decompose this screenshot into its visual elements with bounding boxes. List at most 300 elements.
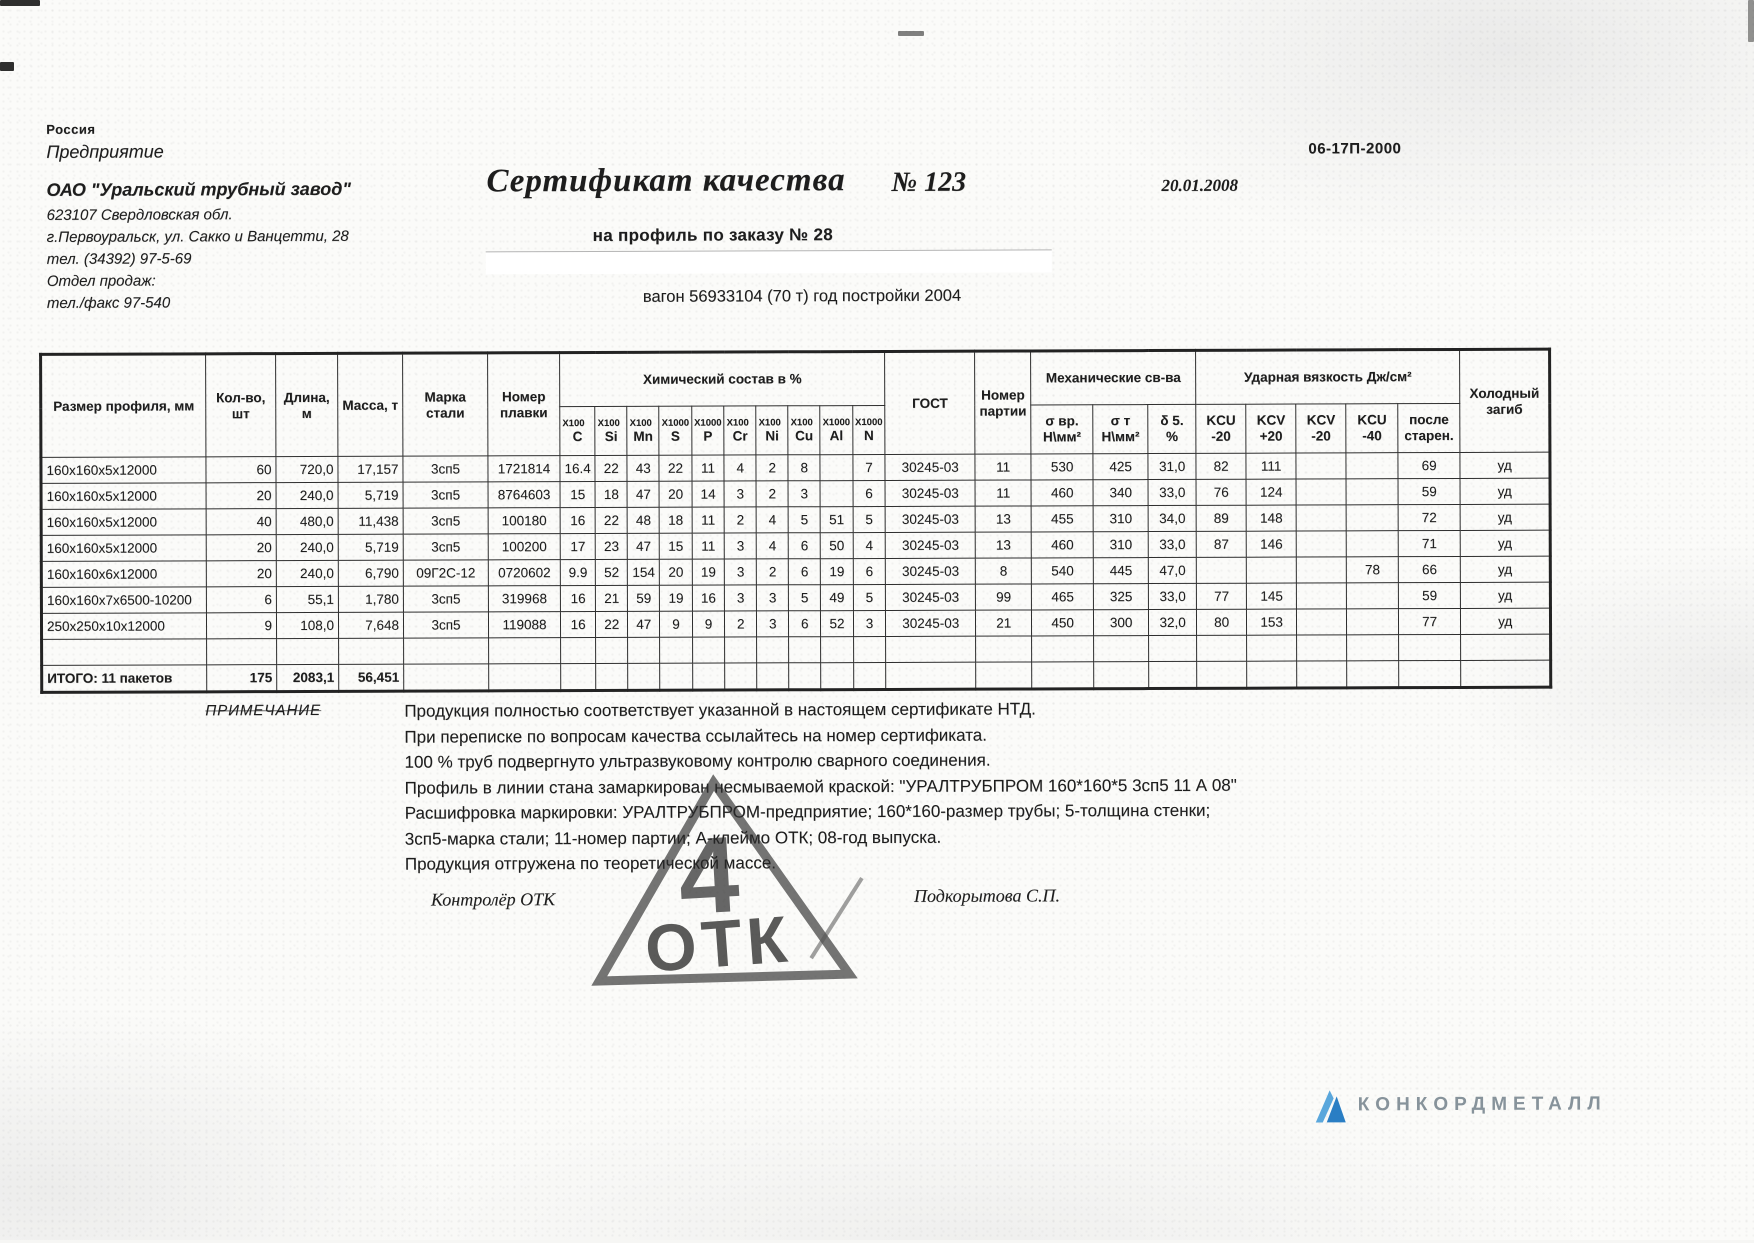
table-cell [1461,660,1551,687]
cell-impact: 148 [1246,505,1296,531]
cell-impact [1346,479,1398,505]
impact-col-header: KCU -20 [1196,404,1246,453]
company-address-region: 623107 Свердловская обл. [46,206,233,224]
cell-batch: 13 [975,506,1031,532]
signature-role: Контролёр ОТК [430,889,556,910]
cell-chem: 2 [756,455,788,481]
chem-col-header: X1000 S [659,406,692,455]
cell-steel-grade: 3сп5 [403,586,488,612]
table-cell [1297,661,1347,688]
table-cell [596,663,628,690]
cell-chem: 20 [659,481,692,507]
cell-mech: 34,0 [1148,505,1196,531]
table-cell [1247,635,1297,661]
cell-chem: 11 [692,533,725,559]
cell-chem [820,455,853,481]
cell-chem: 20 [660,559,693,585]
cell-impact: 145 [1247,583,1297,609]
cell-chem: 52 [596,559,628,585]
cell-melt-number: 100200 [488,534,560,560]
cell-mech: 33,0 [1148,531,1196,557]
col-header-chem: Химический состав в % [560,351,885,406]
impact-col-header: KCU -40 [1346,404,1398,453]
cell-chem: 4 [756,533,788,559]
cell-totals-length: 2083,1 [277,664,339,691]
cell-impact [1196,557,1246,583]
cell-mech: 47,0 [1148,557,1196,583]
cell-mech: 33,0 [1149,583,1197,609]
stamp-pen-mark [811,878,862,958]
cell-chem: 14 [692,481,725,507]
table-cell [660,637,693,663]
cell-totals-mass: 56,451 [339,664,404,691]
cell-batch: 11 [975,480,1031,506]
cell-gost: 30245-03 [886,558,976,584]
cell-chem: 19 [821,559,854,585]
cell-steel-grade: 09Г2С-12 [403,560,488,586]
cell-bend: уд [1461,582,1551,608]
cell-mech: 32,0 [1149,609,1197,635]
cell-batch: 11 [975,454,1031,480]
cell-chem: 2 [756,481,788,507]
cell-impact: 82 [1196,453,1246,479]
cell-chem: 6 [789,611,821,637]
cell-impact: 71 [1398,530,1460,556]
cell-chem: 22 [595,455,627,481]
note-line: Продукция отгружена по теоретической массе. [404,853,777,874]
chem-col-header: X1000 P [692,406,725,455]
cell-chem: 11 [692,455,725,481]
cell-profile-size: 160x160x6x12000 [41,561,206,588]
cell-chem: 22 [596,611,628,637]
cell-melt-number: 100180 [488,508,560,534]
cell-gost: 30245-03 [886,610,976,636]
table-cell [596,637,628,663]
cell-impact [1296,453,1346,479]
cell-impact: 66 [1398,556,1460,582]
cell-chem: 16 [560,507,595,533]
cell-chem: 15 [560,481,595,507]
chem-col-header: X100 Cu [788,406,820,455]
table-cell [489,664,561,691]
cell-chem: 19 [692,559,725,585]
cell-batch: 21 [976,610,1032,636]
cell-mech: 300 [1094,610,1149,636]
cell-chem: 154 [628,559,660,585]
cell-mech: 33,0 [1148,479,1196,505]
cell-melt-number: 1721814 [488,456,560,482]
company-country: Россия [46,121,96,137]
table-cell [1399,660,1461,687]
cell-chem: 16 [692,585,725,611]
table-cell [1347,635,1399,661]
cell-chem: 3 [724,533,756,559]
certificate-title: Сертификат качества [486,162,846,200]
table-cell [1197,661,1247,688]
cell-mass: 7,648 [338,612,403,638]
table-cell [404,664,489,691]
cell-bend: уд [1460,530,1550,556]
cell-chem: 3 [725,585,757,611]
cell-chem: 47 [627,533,659,559]
table-cell [404,638,489,664]
cell-mech: 425 [1093,454,1148,480]
cell-chem: 8 [788,455,820,481]
company-header [46,118,351,315]
cell-mech: 445 [1093,558,1148,584]
cell-chem: 50 [820,533,853,559]
table-cell [42,639,207,666]
cell-chem: 4 [756,507,788,533]
certificate-table [39,348,1552,694]
cell-batch: 8 [976,558,1032,584]
order-subtitle: на профиль по заказу № 28 [592,225,833,245]
cell-profile-size: 160x160x5x12000 [41,457,206,484]
note-line: При переписке по вопросам качества ссылайтесь на номер сертификата. [404,725,987,747]
cell-chem: 23 [595,533,627,559]
notes-block [404,695,1345,877]
note-line: 100 % труб подвергнуто ультразвуковому контролю сварного соединения. [404,750,991,772]
cell-impact: 146 [1246,531,1296,557]
cell-mass: 1,780 [338,586,403,612]
notes-label: ПРИМЕЧАНИЕ [205,701,322,720]
cell-steel-grade: 3сп5 [403,508,488,534]
cell-chem: 47 [627,481,659,507]
cell-mech: 450 [1032,610,1094,636]
cell-gost: 30245-03 [885,480,975,506]
chem-col-header: X100 C [560,406,595,455]
cell-impact: 111 [1246,453,1296,479]
col-header-gost: ГОСТ [885,351,975,454]
logo-triangle-icon [1314,1086,1348,1124]
cell-chem: 7 [853,454,886,480]
cell-chem: 3 [853,610,886,636]
impact-col-header: KCV -20 [1296,404,1346,453]
table-cell [628,637,660,663]
cell-chem: 49 [821,585,854,611]
cell-length: 480,0 [276,508,338,534]
table-row-totals [42,660,1551,692]
doc-date: 20.01.2008 [1161,175,1239,196]
cell-impact: 124 [1246,479,1296,505]
cell-chem: 18 [659,507,692,533]
table-cell [561,637,596,663]
company-sales-dept: Отдел продаж: [46,272,156,290]
cell-chem: 3 [757,585,789,611]
cell-batch: 99 [976,584,1032,610]
cell-impact [1246,557,1296,583]
cell-chem: 5 [788,507,820,533]
col-header-steel: Марка стали [403,353,488,456]
cell-bend: уд [1460,504,1550,530]
cell-chem: 3 [757,611,789,637]
cell-chem: 4 [853,532,886,558]
cell-chem: 2 [757,559,789,585]
col-header-size: Размер профиля, мм [41,354,206,458]
cell-batch: 13 [975,532,1031,558]
cell-gost: 30245-03 [885,506,975,532]
table-cell [628,663,660,690]
cell-bend: уд [1460,556,1550,582]
cell-chem: 52 [821,611,854,637]
cell-profile-size: 160x160x5x12000 [41,509,206,536]
table-cell [725,637,757,663]
cell-chem: 3 [724,481,756,507]
table-cell [207,639,277,665]
table-cell [1032,662,1094,689]
table-cell [1197,635,1247,661]
table-cell [339,638,404,664]
wagon-line: вагон 56933104 (70 т) год постройки 2004 [642,286,962,306]
cell-chem: 51 [820,507,853,533]
table-cell [1461,634,1551,660]
cell-totals-label: ИТОГО: 11 пакетов [42,665,207,693]
cell-chem: 18 [595,481,627,507]
cell-chem: 9.9 [560,559,595,585]
table-cell [976,636,1032,662]
cell-melt-number: 8764603 [488,482,560,508]
cell-chem: 22 [659,455,692,481]
table-cell [1094,636,1149,662]
signature-name: Подкорытова С.П. [913,885,1060,906]
cell-quantity: 40 [206,509,276,535]
cell-impact [1297,609,1347,635]
col-header-impact: Ударная вязкость Дж/см² [1196,349,1460,404]
cell-quantity: 20 [206,561,276,587]
watermark-logo [1314,1085,1607,1124]
cell-gost: 30245-03 [885,454,975,480]
table-cell [1347,661,1399,688]
stamp-number: 4 [675,813,742,938]
cell-impact: 153 [1247,609,1297,635]
table-cell [789,637,821,663]
cell-length: 55,1 [276,586,338,612]
cell-gost: 30245-03 [885,532,975,558]
cell-chem: 5 [789,585,821,611]
table-cell [1149,635,1197,661]
cell-impact: 59 [1398,478,1460,504]
cell-chem: 15 [659,533,692,559]
cell-chem: 5 [853,584,886,610]
cell-quantity: 20 [206,483,276,509]
chem-col-header: X1000 Al [820,406,853,455]
impact-col-header: KCV +20 [1246,404,1296,453]
company-fax: тел./факс 97-540 [46,294,171,312]
cell-impact [1296,479,1346,505]
table-cell [561,663,596,690]
cell-chem: 9 [692,611,725,637]
table-cell [725,663,757,690]
table-cell [1032,636,1094,662]
cell-chem: 19 [660,585,693,611]
company-address-street: г.Первоуральск, ул. Сакко и Ванцетти, 28 [46,227,349,246]
cell-chem: 3 [788,481,820,507]
table-cell [489,638,561,664]
table-cell [853,636,886,662]
col-header-mass: Масса, т [338,353,403,456]
cell-impact: 80 [1197,609,1247,635]
table-cell [660,663,693,690]
col-header-bend: Холодный загиб [1460,349,1550,452]
cell-mech: 460 [1031,480,1093,506]
otk-stamp [578,760,871,995]
cell-profile-size: 160x160x5x12000 [41,483,206,510]
cell-steel-grade: 3сп5 [403,456,488,482]
table-cell [1297,635,1347,661]
mech-col-header: σ вр. Н\мм² [1031,405,1093,454]
cell-mech: 325 [1094,584,1149,610]
cell-mass: 17,157 [338,456,403,482]
cell-chem: 22 [595,507,627,533]
cell-chem: 6 [853,558,886,584]
company-name: ОАО "Уральский трубный завод" [46,178,351,200]
cell-impact: 76 [1196,479,1246,505]
cell-totals-qty: 175 [207,665,277,692]
cell-bend: уд [1461,608,1551,634]
doc-code: 06-17П-2000 [1308,140,1402,158]
cell-impact: 69 [1398,452,1460,478]
company-phone: тел. (34392) 97-5-69 [46,250,192,268]
certificate-number: № 123 [891,166,967,198]
table-cell [821,663,854,690]
cell-quantity: 6 [206,587,276,613]
blank-field-line [486,249,1052,274]
note-line: Продукция полностью соответствует указанной в настоящем сертификате НТД. [404,699,1036,721]
cell-mech: 455 [1031,506,1093,532]
chem-col-header: X100 Mn [627,406,659,455]
cell-profile-size: 160x160x5x12000 [41,535,206,562]
cell-length: 108,0 [276,612,338,638]
cell-mech: 31,0 [1148,453,1196,479]
cell-bend: уд [1460,478,1550,504]
cell-steel-grade: 3сп5 [403,482,488,508]
chem-col-header: X100 Cr [724,406,756,455]
cell-chem: 16 [560,585,595,611]
table-cell [886,662,976,689]
cell-chem: 9 [660,611,693,637]
cell-chem: 6 [853,480,886,506]
cell-quantity: 9 [206,613,276,639]
table-cell [277,638,339,664]
table-cell [886,636,976,662]
mech-col-header: σ т Н\мм² [1093,405,1148,454]
cell-melt-number: 0720602 [488,560,560,586]
cell-impact: 77 [1399,608,1461,634]
cell-mech: 310 [1093,506,1148,532]
cell-chem: 16 [560,611,595,637]
cell-chem: 2 [724,507,756,533]
cell-impact: 59 [1399,582,1461,608]
cell-length: 240,0 [276,560,338,586]
note-line: Профиль в линии стана замаркирован несмываемой краской: "УРАЛТРУБПРОМ 160*160*5 3сп5 11 А 08" [404,775,1237,798]
cell-mass: 5,719 [338,482,403,508]
cell-chem: 5 [853,506,886,532]
cell-chem: 47 [628,611,660,637]
cell-impact [1296,557,1346,583]
table-cell [757,663,789,690]
cell-chem: 6 [788,533,820,559]
cell-impact [1296,531,1346,557]
cell-bend: уд [1460,452,1550,478]
cell-chem: 3 [725,559,757,585]
cell-chem [820,481,853,507]
table-cell [789,663,821,690]
cell-mass: 11,438 [338,508,403,534]
chem-col-header: X1000 N [852,405,885,454]
col-header-batch: Номер партии [975,351,1031,454]
chem-col-header: X100 Ni [756,406,788,455]
cell-chem: 59 [628,585,660,611]
cell-chem: 16.4 [560,455,595,481]
cell-chem: 17 [560,533,595,559]
cell-gost: 30245-03 [886,584,976,610]
stamp-text: ОТК [642,901,795,986]
cell-impact [1347,609,1399,635]
logo-text: КОНКОРДМЕТАЛЛ [1357,1093,1607,1116]
cell-mech: 310 [1093,532,1148,558]
cell-impact: 72 [1398,504,1460,530]
cell-chem: 43 [627,455,659,481]
note-line: 3сп5-марка стали; 11-номер партии; А-клеймо ОТК; 08-год выпуска. [404,827,942,849]
cell-impact: 89 [1196,505,1246,531]
cell-mech: 340 [1093,480,1148,506]
cell-impact: 87 [1196,531,1246,557]
cell-profile-size: 250x250x10x12000 [41,613,206,640]
col-header-mech: Механические св-ва [1031,350,1196,405]
cell-melt-number: 119088 [488,612,560,638]
cell-impact: 77 [1197,583,1247,609]
cell-mass: 6,790 [338,560,403,586]
cell-length: 240,0 [276,482,338,508]
cell-mech: 465 [1032,584,1094,610]
cell-steel-grade: 3сп5 [403,612,488,638]
table-cell [692,663,725,690]
col-header-qty: Кол-во, шт [206,354,276,457]
table-cell [853,662,886,689]
cell-quantity: 20 [206,535,276,561]
cell-melt-number: 319968 [488,586,560,612]
table-cell [821,637,854,663]
mech-col-header: δ 5. % [1148,404,1196,453]
cell-chem: 2 [725,611,757,637]
table-cell [1094,662,1149,689]
cell-profile-size: 160x160x7x6500-10200 [41,587,206,614]
cell-mass: 5,719 [338,534,403,560]
impact-col-header: после старен. [1398,403,1460,452]
company-enterprise-label: Предприятие [46,141,164,162]
chem-col-header: X100 Si [595,406,627,455]
cell-mech: 460 [1031,532,1093,558]
cell-chem: 21 [596,585,628,611]
cell-chem: 6 [789,559,821,585]
col-header-length: Длина, м [276,353,338,456]
cell-length: 720,0 [276,456,338,482]
cell-impact [1346,505,1398,531]
table-header-row [41,349,1550,408]
note-line: Расшифровка маркировки: УРАЛТРУБПРОМ-предприятие; 160*160-размер трубы; 5-толщина стенки; [404,800,1211,823]
cell-impact [1297,583,1347,609]
table-cell [1399,634,1461,660]
cell-length: 240,0 [276,534,338,560]
cell-chem: 11 [692,507,725,533]
cell-impact: 78 [1346,557,1398,583]
cell-mech: 530 [1031,454,1093,480]
table-cell [1149,661,1197,688]
cell-chem: 4 [724,455,756,481]
cell-impact [1346,453,1398,479]
table-cell [976,662,1032,689]
cell-mech: 540 [1031,558,1093,584]
